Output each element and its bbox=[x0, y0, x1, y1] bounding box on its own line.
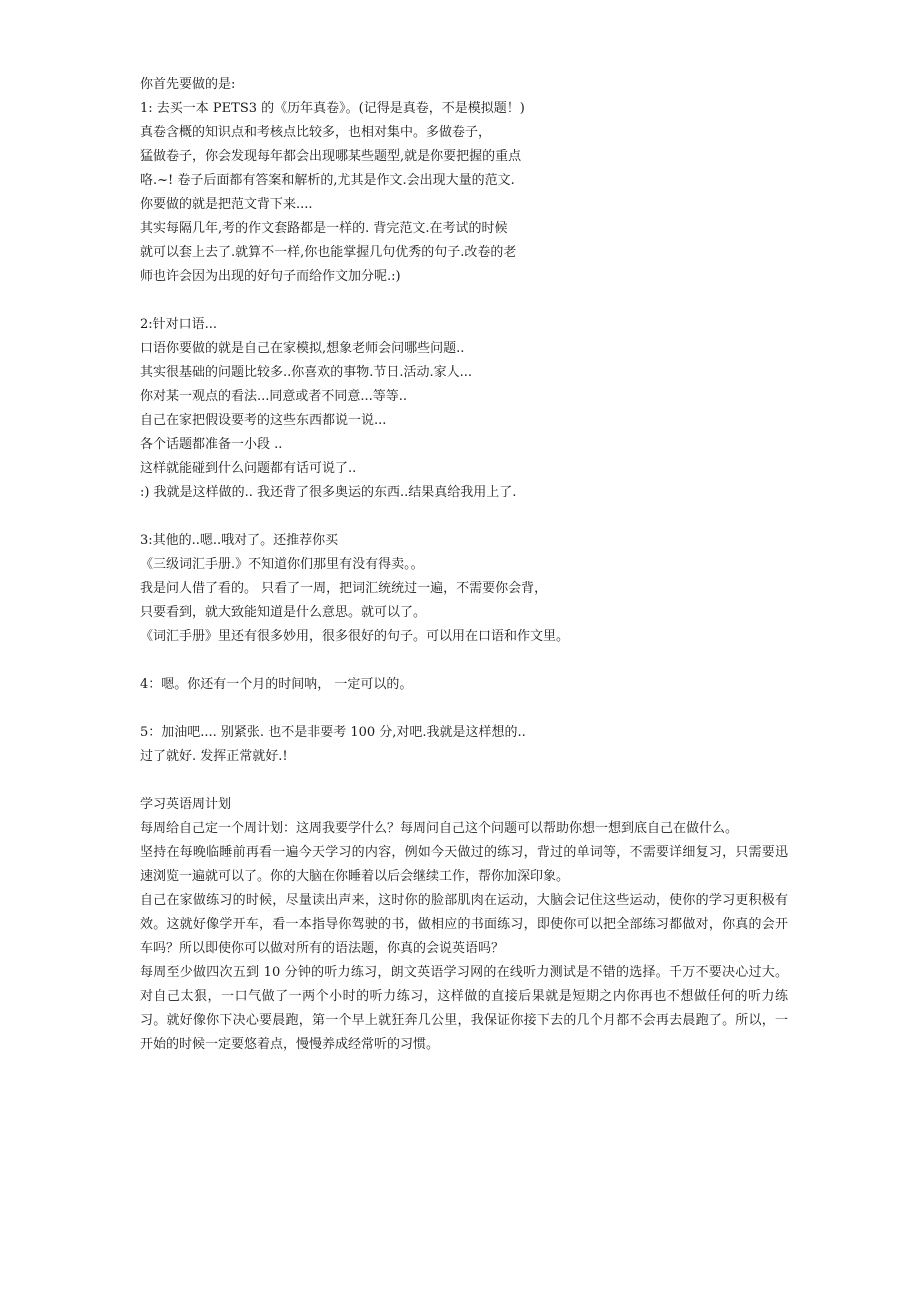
section-heading: 学习英语周计划 bbox=[140, 797, 232, 812]
text-line: 就可以套上去了.就算不一样,你也能掌握几句优秀的句子.改卷的老 bbox=[140, 245, 517, 260]
text-line: 你要做的就是把范文背下来.... bbox=[140, 197, 313, 212]
text-line: 咯.~! 卷子后面都有答案和解析的,尤其是作文.会出现大量的范文. bbox=[140, 173, 515, 188]
text-line: 2:针对口语... bbox=[140, 317, 218, 332]
text-line: 1: 去买一本 PETS3 的《历年真卷》。(记得是真卷，不是模拟题！) bbox=[140, 101, 525, 116]
section-4 bbox=[140, 673, 790, 697]
text-line: 自己在家把假设要考的这些东西都说一说... bbox=[140, 413, 387, 428]
plan-paragraph: 自己在家做练习的时候，尽量读出声来，这时你的脸部肌肉在运动，大脑会记住这些运动，使你的学习更积极有效。这就好像学开车，看一本指导你驾驶的书，做相应的书面练习，即使你可以把全部练习都做对，你真的会开车吗？所以即使你可以做对所有的语法题，你真的会说英语吗？ bbox=[140, 893, 788, 956]
plan-paragraph: 坚持在每晚临睡前再看一遍今天学习的内容，例如今天做过的练习，背过的单词等，不需要详细复习，只需要迅速浏览一遍就可以了。你的大脑在你睡着以后会继续工作，帮你加深印象。 bbox=[140, 845, 788, 884]
document-body bbox=[140, 73, 790, 1057]
text-line: 我是问人借了看的。 只看了一周，把词汇统统过一遍，不需要你会背， bbox=[140, 581, 548, 596]
text-line: :) 我就是这样做的.. 我还背了很多奥运的东西..结果真给我用上了. bbox=[140, 485, 517, 500]
paragraph-gap bbox=[140, 649, 790, 673]
text-line: 《三级词汇手册.》不知道你们那里有没有得卖。。 bbox=[140, 557, 424, 572]
plan-paragraph: 每周给自己定一个周计划：这周我要学什么？每周问自己这个问题可以帮助你想一想到底自己在做什么。 bbox=[140, 821, 739, 836]
text-line: 其实很基础的问题比较多..你喜欢的事物.节日.活动.家人... bbox=[140, 365, 473, 380]
intro-line: 你首先要做的是: bbox=[140, 77, 236, 92]
weekly-plan-section bbox=[140, 793, 790, 1057]
paragraph-gap bbox=[140, 697, 790, 721]
text-line: 只要看到，就大致能知道是什么意思。就可以了。 bbox=[140, 605, 427, 620]
text-line: 3:其他的..嗯..哦对了。还推荐你买 bbox=[140, 533, 339, 548]
paragraph-gap bbox=[140, 769, 790, 793]
text-line: 真卷含概的知识点和考核点比较多，也相对集中。多做卷子， bbox=[140, 125, 492, 140]
text-line: 《词汇手册》里还有很多妙用，很多很好的句子。可以用在口语和作文里。 bbox=[140, 629, 570, 644]
paragraph-gap bbox=[140, 289, 790, 313]
text-line: 5：加油吧.... 别紧张. 也不是非要考 100 分,对吧.我就是这样想的.. bbox=[140, 725, 526, 740]
paragraph-gap bbox=[140, 505, 790, 529]
text-line: 各个话题都准备一小段 .. bbox=[140, 437, 283, 452]
text-line: 你对某一观点的看法...同意或者不同意...等等.. bbox=[140, 389, 408, 404]
section-1 bbox=[140, 73, 790, 289]
text-line: 口语你要做的就是自己在家模拟,想象老师会问哪些问题.. bbox=[140, 341, 465, 356]
text-line: 师也许会因为出现的好句子而给作文加分呢.:) bbox=[140, 269, 401, 284]
plan-paragraph: 每周至少做四次五到 10 分钟的听力练习，朗文英语学习网的在线听力测试是不错的选择。千万不要决心过大。对自己太狠，一口气做了一两个小时的听力练习，这样做的直接后果就是短期之内你再也不想做任何的听力练习。就好像你下决心要晨跑，第一个早上就狂奔几公里，我保证你接下去的几个月都不会再去晨跑了。所以，一开始的时候一定要悠着点，慢慢养成经常听的习惯。 bbox=[140, 965, 788, 1052]
section-5 bbox=[140, 721, 790, 769]
text-line: 这样就能碰到什么问题都有话可说了.. bbox=[140, 461, 357, 476]
text-line: 其实每隔几年,考的作文套路都是一样的. 背完范文.在考试的时候 bbox=[140, 221, 508, 236]
text-line: 过了就好. 发挥正常就好.! bbox=[140, 749, 288, 764]
section-3 bbox=[140, 529, 790, 649]
text-line: 猛做卷子，你会发现每年都会出现哪某些题型,就是你要把握的重点 bbox=[140, 149, 522, 164]
section-2 bbox=[140, 313, 790, 505]
text-line: 4：嗯。你还有一个月的时间呐， 一定可以的。 bbox=[140, 677, 413, 692]
